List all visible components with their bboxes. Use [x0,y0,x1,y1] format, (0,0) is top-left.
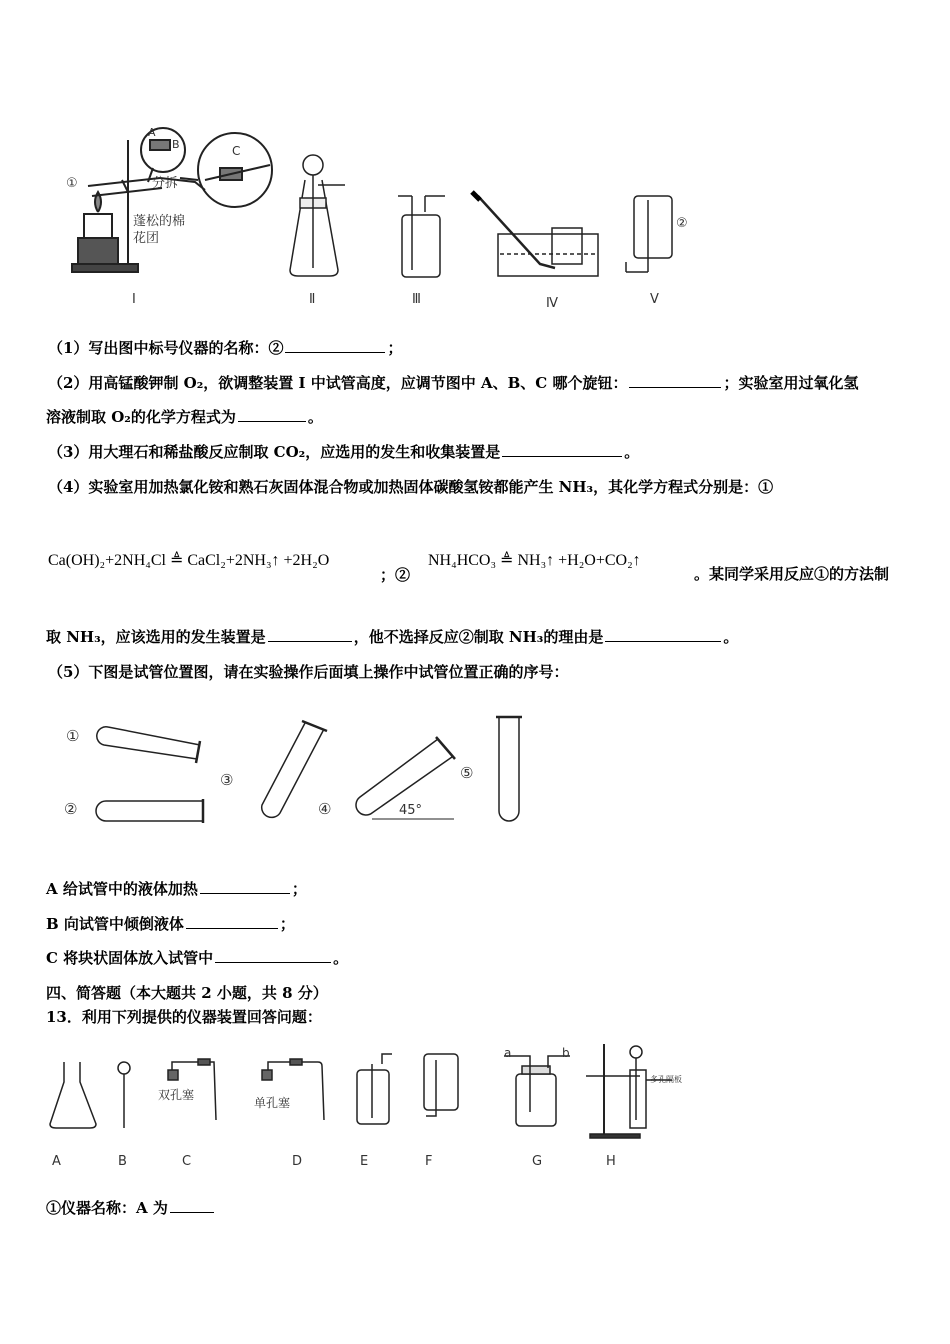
question-5c: C 将块状固体放入试管中 。 [46,949,349,967]
answer-blank[interactable] [186,927,278,929]
label-II: Ⅱ [309,292,316,307]
question-4-tail: 。某同学采用反应①的方法制 [694,565,890,583]
tube-label-3: ③ [220,771,234,789]
label-E: E [360,1154,369,1169]
callout-c: C [232,144,241,158]
equation-2: NH₄HCO₃ ≜ NH₃↑ +H₂O+CO₂↑ [428,552,641,569]
label-IV: Ⅳ [546,296,558,311]
answer-blank[interactable] [268,640,352,642]
label-H: H [606,1154,616,1169]
question-13: 13．利用下列提供的仪器装置回答问题： [46,1008,322,1026]
answer-blank[interactable] [238,420,306,422]
single-hole-stopper-text: 单孔塞 [254,1096,291,1110]
answer-blank[interactable] [629,386,721,388]
answer-blank[interactable] [502,455,622,457]
g-port-b: b [562,1046,570,1060]
question-1: （1）写出图中标号仪器的名称：② ； [48,339,403,357]
answer-blank[interactable] [170,1211,214,1213]
label-III: Ⅲ [412,292,421,307]
question-2-line1: （2）用高锰酸钾制 O₂，欲调整装置 I 中试管高度，应调节图中 A、B、C 哪个旋钮： ；实验室用过氧化氢 [48,374,859,392]
tube-label-2: ② [64,800,78,818]
label-F: F [425,1154,433,1169]
answer-blank[interactable] [200,892,290,894]
callout-a: A [148,126,156,139]
tube-label-5: ⑤ [460,764,474,782]
double-hole-stopper-text: 双孔塞 [158,1088,195,1102]
question-5b: B 向试管中倾倒液体 ； [46,915,295,933]
label-A: A [52,1154,61,1169]
callout-b: B [172,138,180,151]
equation-1: Ca(OH)₂+2NH₄Cl ≜ CaCl₂+2NH₃↑ +2H₂O [48,552,330,569]
answer-blank[interactable] [285,351,385,353]
tube-label-1: ① [66,727,80,745]
question-13-sub1: ①仪器名称：A 为 [46,1197,216,1218]
label-G: G [532,1154,543,1169]
question-5a: A 给试管中的液体加热 ； [46,880,307,898]
g-port-a: a [504,1046,512,1060]
question-3: （3）用大理石和稀盐酸反应制取 CO₂，应选用的发生和收集装置是 。 [48,443,640,461]
label-C: C [182,1154,192,1169]
tube-label-4: ④ [318,800,332,818]
apparatus-figure-13 [0,1040,950,1170]
label-B: B [118,1154,127,1169]
label-V: Ⅴ [650,292,659,307]
equation-separator: ；② [380,566,411,584]
callout-split: 分拆 [152,176,179,191]
label-D: D [292,1154,303,1169]
porous-plate-text: 多孔隔板 [650,1075,682,1084]
callout-2: ② [676,216,688,231]
section-4-title: 四、简答题（本大题共 2 小题，共 8 分） [46,984,328,1002]
question-4-line3: 取 NH₃，应该选用的发生装置是 ，他不选择反应②制取 NH₃的理由是 。 [46,628,739,646]
answer-blank[interactable] [215,961,331,963]
angle-label: 45° [399,803,423,818]
question-2-line2: 溶液制取 O₂的化学方程式为 。 [46,408,323,426]
callout-cotton: 蓬松的棉花团 [133,214,186,246]
callout-1: ① [66,176,78,191]
test-tube-position-figure [0,705,950,845]
answer-blank[interactable] [605,640,721,642]
apparatus-figure-1 [0,0,950,320]
question-5: （5）下图是试管位置图，请在实验操作后面填上操作中试管位置正确的序号： [48,663,569,681]
question-4: （4）实验室用加热氯化铵和熟石灰固体混合物或加热固体碳酸氢铵都能产生 NH₃，其化学方程式分别是：① [48,478,774,496]
label-I: Ⅰ [132,292,136,307]
